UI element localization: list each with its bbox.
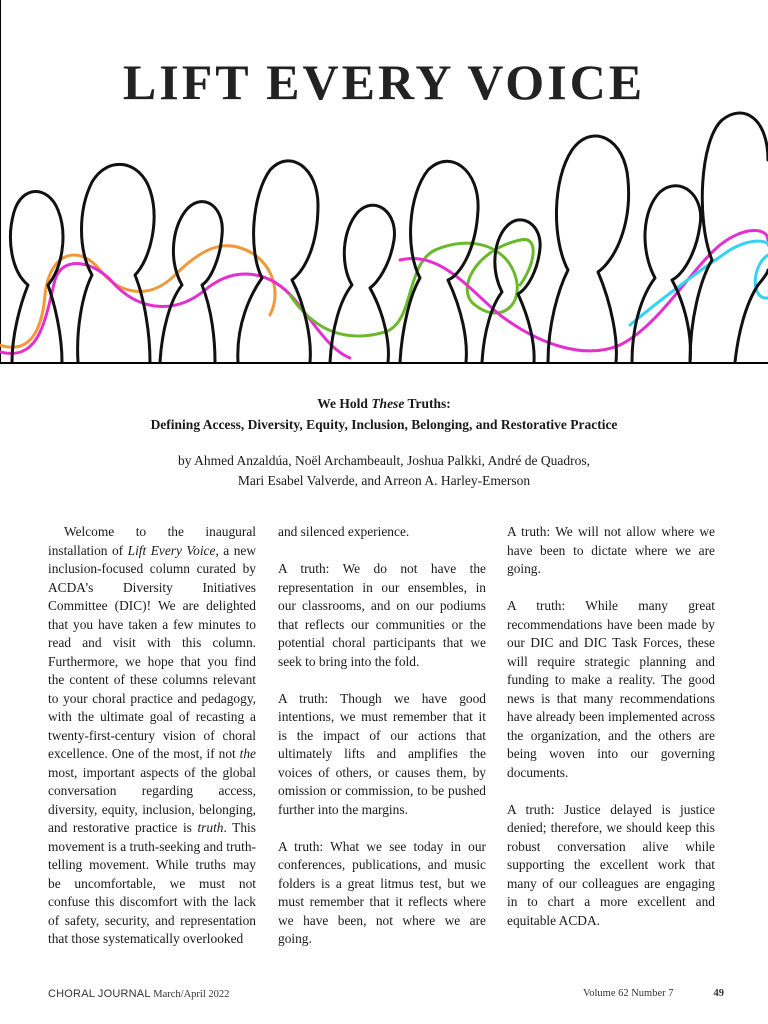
singer-outline-4: [238, 161, 318, 362]
title-part-end: Truths:: [404, 396, 451, 411]
art-baseline-rule: [0, 362, 768, 364]
singer-outline-5: [330, 205, 394, 362]
truth-paragraph: A truth: What we see today in our conferences, publications, and music folders is a great litmus test, but we must remember that it reflects where we have been, not where we are going.: [278, 838, 486, 946]
text-column-1: [48, 523, 256, 949]
byline-line-1: by Ahmed Anzaldúa, Noël Archambeault, Joshua Palkki, André de Quadros,: [177, 453, 591, 468]
column-title: LIFT EVERY VOICE: [122, 54, 646, 110]
singers-line-art: [0, 100, 768, 365]
singer-outline-11: [735, 270, 768, 362]
truth-paragraph: A truth: We do not have the representation in our ensembles, in our classrooms, and on our podiums that reflects our communities or the potential choral participants that we seek to bring into the fold.: [278, 561, 486, 669]
truth-paragraph: A truth: We will not allow where we have been to dictate where we are going.: [507, 524, 715, 576]
article-headline: [0, 393, 768, 435]
text-column-3: [507, 523, 715, 930]
journal-name: CHORAL JOURNAL: [48, 988, 151, 1000]
text-column-2: [278, 523, 486, 949]
page-footer: [48, 988, 724, 1000]
article-title: [0, 393, 768, 414]
article-subtitle: Defining Access, Diversity, Equity, Inclusion, Belonging, and Restorative Practice: [150, 417, 618, 432]
volume-number: Volume 62 Number 7: [583, 988, 674, 999]
author-byline: [0, 451, 768, 491]
paragraph: and silenced experience.: [278, 524, 410, 539]
page-number: 49: [713, 988, 724, 999]
singer-outline-8: [548, 136, 629, 362]
truth-paragraph: A truth: Though we have good intentions, we must remember that it is the impact of our actions that ultimately lifts and amplifies the voices of others, or causes them, by omission or commission, to be pushed further into the margins.: [278, 690, 486, 817]
singer-outline-6: [400, 161, 478, 362]
issue-date: March/April 2022: [153, 989, 230, 1000]
magenta-wave-right: [400, 230, 768, 350]
singer-outline-2: [78, 164, 154, 362]
intro-paragraph: Welcome to the inaugural installation of Lift Every Voice, a new inclusion-focused column curated by ACDA’s Diversity Initiatives Committee (DIC)! We are delighted that you have taken a few minutes to read and visit with this column. Furthermore, we hope that you find the content of these columns relevant to your choral practice and pedagogy, with the ultimate goal of recasting a twenty-first-century vision of choral excellence. One of the most, if not the most, important aspects of the global conversation regarding access, diversity, equity, inclusion, belonging, and restorative practice is truth. This movement is a truth-seeking and truth-telling movement. While truths may be uncomfortable, we must not confuse this discomfort with the lack of safety, security, and representation that those systematically overlooked: [48, 524, 257, 946]
title-part: We Hold: [317, 396, 372, 411]
title-italic-part: These: [371, 396, 405, 411]
truth-paragraph: A truth: While many great recommendations have been made by our DIC and DIC Task Forces, these will require strategic planning and funding to make a reality. The good news is that many recommendations have already been implemented across the organization, and the others are being woven into our governing documents.: [507, 598, 715, 780]
byline-line-2: Mari Esabel Valverde, and Arreon A. Harley-Emerson: [237, 473, 531, 488]
truth-paragraph: A truth: Justice delayed is justice denied; therefore, we should keep this robust conversation alive while supporting the excellent work that many of our colleagues are engaging in to chart a more excellent and equitable ACDA.: [507, 801, 715, 928]
